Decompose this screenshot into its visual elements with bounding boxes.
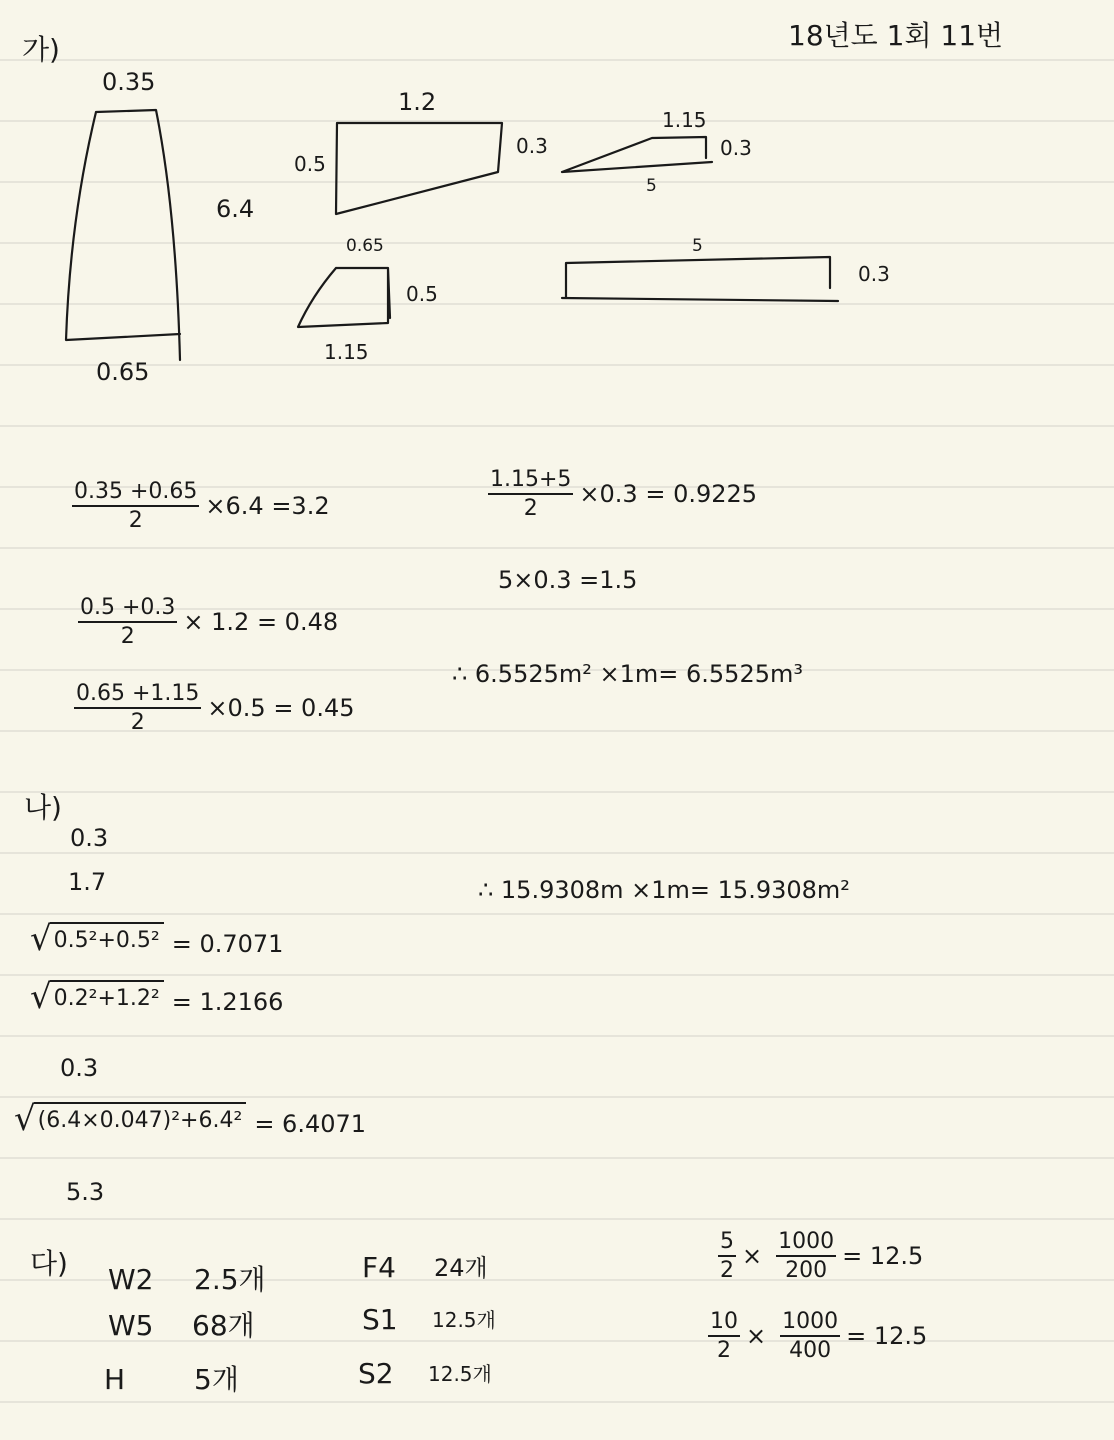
small-quad-top-label: 0.65	[346, 236, 384, 256]
long-rect-right-label: 0.3	[858, 262, 890, 286]
calc3-rest: ×0.5 = 0.45	[207, 694, 355, 723]
section-na-marker: 나)	[24, 791, 62, 824]
sqrt1-expression	[30, 919, 284, 959]
sqrt3-rest: = 6.4071	[254, 1110, 367, 1138]
small-quad-right-label: 0.5	[406, 282, 438, 306]
sqrt1-radicand: 0.5²+0.5²	[50, 922, 164, 958]
da-calc2-bar-a	[708, 1335, 740, 1337]
calc2-denominator: 2	[120, 624, 135, 650]
da-calc1	[718, 1230, 923, 1282]
section-ga-marker: 가)	[22, 33, 60, 66]
calc2-rest: × 1.2 = 0.48	[183, 608, 339, 637]
small-quad-shape	[298, 268, 390, 327]
da-calc2-bar-b	[780, 1335, 840, 1337]
na-value-d: 5.3	[66, 1178, 105, 1206]
da-item-code: W2	[108, 1263, 154, 1296]
calc2-numerator: 0.5 +0.3	[80, 595, 176, 620]
problem-id-label: 18년도 1회 11번	[788, 19, 1004, 52]
sqrt1-rest: = 0.7071	[171, 930, 284, 958]
da-calc1-num-b: 1000	[778, 1229, 835, 1254]
small-quad-bottom-label: 1.15	[324, 340, 369, 364]
da-calc2-num-b: 1000	[782, 1309, 839, 1334]
trapezoid-tall-shape	[66, 110, 180, 360]
calc3-denominator: 2	[130, 710, 145, 736]
da-item-count: 12.5개	[428, 1362, 492, 1386]
calc2-quad	[78, 596, 338, 648]
calc3-fraction-bar	[74, 707, 201, 709]
da-item-code: H	[104, 1363, 126, 1396]
na-value-a: 0.3	[70, 824, 109, 852]
da-calc1-bar-b	[776, 1255, 836, 1257]
na-value-c: 0.3	[60, 1054, 99, 1082]
calc3-numerator: 0.65 +1.15	[76, 681, 200, 706]
trapezoid-height-label: 6.4	[216, 195, 255, 223]
da-calc1-times-icon: ×	[742, 1242, 763, 1271]
sqrt2-radical-icon: √	[30, 977, 52, 1017]
section-na-result: ∴ 15.9308m ×1m= 15.9308m²	[478, 876, 850, 904]
da-calc2-num-a: 10	[710, 1309, 738, 1334]
section-ga-result: ∴ 6.5525m² ×1m= 6.5525m³	[452, 660, 803, 688]
da-item-count: 2.5개	[194, 1263, 266, 1296]
calc2-fraction-bar	[78, 621, 177, 623]
long-rect-top-label: 5	[692, 236, 703, 256]
da-item-count: 68개	[192, 1309, 255, 1342]
quad-left-label: 0.5	[294, 152, 326, 176]
na-value-b: 1.7	[68, 868, 107, 896]
wedge-top-label: 1.15	[662, 108, 707, 132]
da-calc1-den-a: 2	[720, 1258, 734, 1284]
sqrt3-expression	[14, 1099, 367, 1139]
wedge-shape	[562, 137, 712, 172]
da-calc2-den-b: 400	[789, 1338, 832, 1364]
trapezoid-top-label: 0.35	[102, 68, 156, 96]
calc4-rest: ×0.3 = 0.9225	[579, 480, 758, 509]
quad-top-label: 1.2	[398, 88, 437, 116]
calc1-fraction-bar	[72, 505, 199, 507]
calc1-trapezoid	[72, 480, 330, 532]
sqrt3-radical-icon: √	[14, 1099, 36, 1139]
da-calc2-den-a: 2	[717, 1338, 731, 1364]
calc3-small-quad	[74, 682, 355, 734]
calc4-fraction-bar	[488, 493, 573, 495]
sqrt1-radical-icon: √	[30, 919, 52, 959]
wedge-right-label: 0.3	[720, 136, 752, 160]
sqrt2-radicand: 0.2²+1.2²	[50, 980, 164, 1016]
da-calc2	[708, 1310, 927, 1362]
da-calc2-rest: = 12.5	[846, 1322, 928, 1351]
calc5-rect: 5×0.3 =1.5	[498, 566, 638, 594]
calc4-denominator: 2	[523, 496, 538, 522]
da-item-code: W5	[108, 1309, 154, 1342]
calc1-rest: ×6.4 =3.2	[205, 492, 330, 521]
calc4-numerator: 1.15+5	[490, 467, 572, 492]
calc1-denominator: 2	[128, 508, 143, 534]
da-item-code: F4	[362, 1251, 396, 1284]
da-item-code: S2	[358, 1357, 394, 1390]
da-item-count: 24개	[434, 1254, 488, 1282]
sqrt2-rest: = 1.2166	[171, 988, 284, 1016]
da-calc1-num-a: 5	[720, 1229, 734, 1254]
da-calc2-times-icon: ×	[746, 1322, 767, 1351]
sqrt2-expression	[30, 977, 284, 1017]
trapezoid-bottom-label: 0.65	[96, 358, 150, 386]
da-calc1-den-b: 200	[785, 1258, 828, 1284]
wedge-bottom-label: 5	[646, 176, 657, 196]
calc1-numerator: 0.35 +0.65	[74, 479, 198, 504]
da-item-code: S1	[362, 1303, 398, 1336]
da-item-count: 5개	[194, 1363, 239, 1396]
sqrt3-radicand: (6.4×0.047)²+6.4²	[34, 1102, 247, 1138]
calc4-wedge	[488, 468, 757, 520]
da-item-count: 12.5개	[432, 1308, 496, 1332]
da-calc1-bar-a	[718, 1255, 736, 1257]
quad-top-shape	[336, 123, 502, 214]
section-da-marker: 다)	[30, 1247, 68, 1280]
quad-right-label: 0.3	[516, 134, 548, 158]
long-rect-shape	[562, 257, 838, 301]
da-calc1-rest: = 12.5	[842, 1242, 924, 1271]
